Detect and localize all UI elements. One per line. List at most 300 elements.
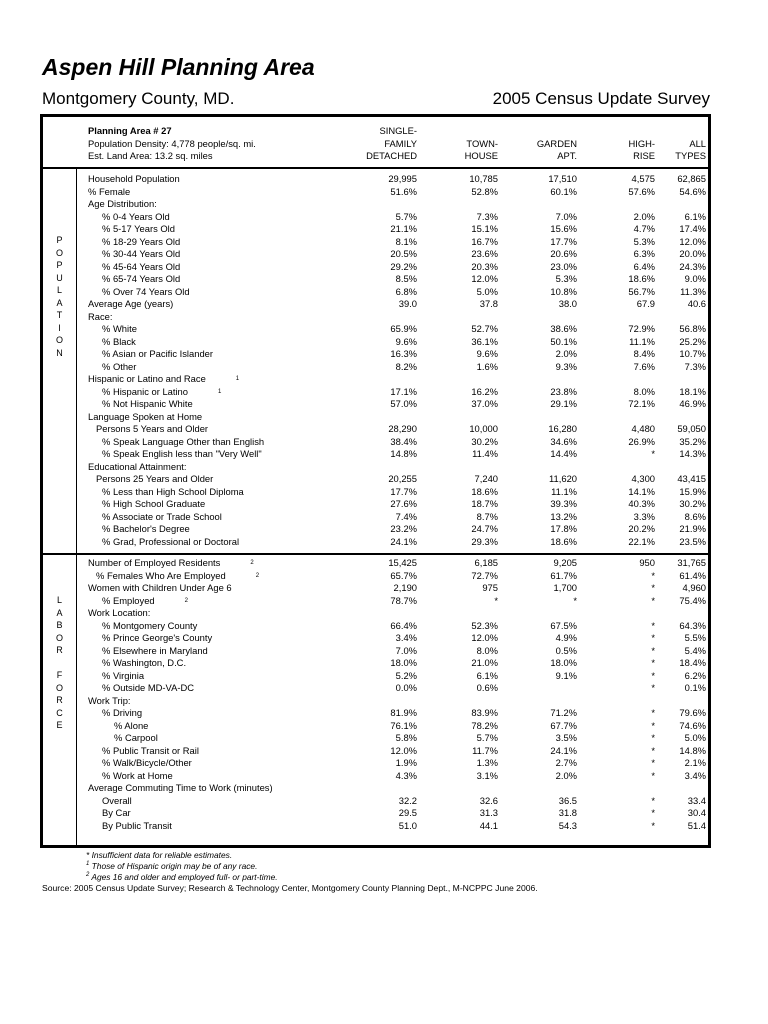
cell-townhouse: 32.6 (479, 794, 498, 806)
source-note: Source: 2005 Census Update Survey; Research & Technology Center, Montgomery County Planning Dept., M-NCPPC June 2006. (42, 883, 538, 893)
cell-all-types: 5.5% (684, 632, 706, 643)
labor-row (88, 582, 708, 595)
cell-townhouse: 21.0% (471, 657, 498, 668)
cell-high-rise: * (651, 744, 655, 756)
cell-single-family-detached: 9.6% (395, 335, 417, 347)
footnote-mark: 2 (86, 872, 90, 878)
labor-row (88, 557, 708, 570)
cell-single-family-detached: 7.4% (395, 510, 417, 522)
cell-townhouse: 24.7% (471, 523, 498, 534)
cell-garden-apt: 7.0% (555, 210, 577, 222)
row-label (102, 645, 208, 658)
labor-label-letter: R (56, 695, 63, 705)
row-label-text: % Grad, Professional or Doctoral (102, 535, 240, 547)
cell-garden-apt: 31.8 (558, 807, 577, 818)
labor-row (88, 620, 708, 633)
cell-townhouse: 11.7% (472, 744, 498, 756)
population-label-letter: P (56, 260, 63, 270)
cell-high-rise: * (651, 719, 655, 731)
cell-all-types: 9.0% (684, 273, 706, 284)
cell-all-types: 21.9% (679, 523, 706, 534)
cell-townhouse: 20.3% (471, 260, 498, 272)
cell-single-family-detached: 27.6% (390, 498, 417, 509)
cell-garden-apt: 2.7% (555, 757, 577, 768)
cell-single-family-detached: 15,425 (388, 557, 417, 568)
cell-high-rise: 20.2% (628, 523, 655, 534)
cell-townhouse: 11.4% (472, 448, 498, 459)
cell-single-family-detached: 8.5% (395, 273, 417, 284)
population-row (88, 373, 708, 386)
cell-high-rise: 7.6% (633, 360, 655, 372)
row-label (102, 273, 180, 286)
cell-garden-apt: 2.0% (555, 769, 577, 781)
population-row (88, 423, 708, 436)
cell-all-types: 25.2% (679, 335, 706, 347)
cell-all-types: 79.6% (679, 707, 706, 718)
labor-row (88, 732, 708, 745)
row-label-text: % Virginia (102, 669, 145, 681)
cell-garden-apt: 17,510 (548, 173, 577, 184)
cell-all-types: 18.1% (679, 385, 706, 397)
row-label-text: % Hispanic or Latino (102, 385, 188, 397)
row-label (88, 411, 202, 424)
cell-all-types: 40.6 (687, 298, 706, 309)
cell-garden-apt: 60.1% (550, 185, 577, 197)
cell-all-types: 5.4% (684, 644, 706, 656)
cell-garden-apt: 20.6% (550, 248, 577, 259)
cell-high-rise: 72.9% (628, 323, 655, 334)
labor-row (88, 770, 708, 783)
land-area: Est. Land Area: 13.2 sq. miles (88, 150, 213, 161)
cell-high-rise: 67.9 (636, 298, 655, 309)
labor-row (88, 795, 708, 808)
cell-townhouse: 72.7% (471, 569, 498, 581)
cell-high-rise: 11.1% (629, 335, 655, 347)
cell-all-types: 23.5% (679, 535, 706, 547)
cell-garden-apt: 39.3% (550, 498, 577, 509)
cell-high-rise: 8.4% (633, 348, 655, 359)
cell-single-family-detached: 5.8% (395, 732, 417, 743)
row-label-text: % Associate or Trade School (102, 510, 222, 522)
row-label-text: % 30-44 Years Old (102, 248, 181, 259)
row-label (102, 657, 186, 670)
section-divider-horizontal (43, 553, 708, 555)
cell-townhouse: * (494, 594, 498, 606)
cell-single-family-detached: 7.0% (395, 644, 417, 656)
cell-single-family-detached: 23.2% (390, 523, 417, 534)
footnote-text: Ages 16 and older and employed full- or part-time. (91, 872, 278, 882)
row-label (102, 757, 192, 770)
cell-townhouse: 9.6% (476, 348, 498, 359)
row-label (102, 498, 205, 511)
row-label-text: % 45-64 Years Old (102, 260, 181, 272)
col-header-sfd-2: FAMILY (384, 137, 417, 149)
population-row (88, 536, 708, 549)
cell-townhouse: 10,000 (469, 423, 498, 434)
row-label-text: Age Distribution: (88, 198, 157, 209)
col-header-garden-1: GARDEN (536, 137, 577, 149)
cell-garden-apt: 13.2% (550, 510, 577, 522)
cell-all-types: 33.4 (687, 794, 706, 806)
cell-high-rise: 40.3% (628, 498, 655, 509)
row-label-text: Number of Employed Residents (88, 557, 221, 568)
cell-high-rise: 6.3% (633, 248, 655, 259)
footnote-hispanic (86, 861, 257, 871)
cell-townhouse: 23.6% (471, 248, 498, 259)
population-label-letter: T (56, 310, 63, 320)
row-label (102, 211, 170, 224)
cell-garden-apt: 18.0% (550, 657, 577, 668)
row-label (88, 582, 232, 595)
row-label (102, 348, 213, 361)
col-header-highrise-2: RISE (633, 150, 655, 161)
cell-high-rise: 22.1% (628, 535, 655, 547)
population-row (88, 323, 708, 336)
population-row (88, 286, 708, 299)
labor-row (88, 682, 708, 695)
cell-all-types: 12.0% (679, 235, 706, 247)
cell-townhouse: 7.3% (476, 210, 498, 222)
row-label (88, 173, 180, 186)
row-label-text: Hispanic or Latino and Race (88, 373, 206, 384)
cell-townhouse: 16.2% (471, 385, 498, 397)
cell-garden-apt: * (573, 594, 577, 606)
population-row (88, 436, 708, 449)
cell-townhouse: 1.6% (476, 360, 498, 372)
labor-row (88, 820, 708, 833)
labor-label-letter: R (56, 645, 63, 655)
cell-all-types: 6.2% (684, 669, 706, 681)
cell-high-rise: * (651, 632, 655, 643)
section-label-population (43, 234, 76, 359)
cell-all-types: 30.4 (687, 807, 706, 818)
population-density: Population Density: 4,778 people/sq. mi. (88, 137, 256, 149)
footnote-mark: 1 (86, 861, 90, 867)
row-label-text: % Not Hispanic White (102, 398, 193, 409)
row-label-text: % Montgomery County (102, 619, 198, 631)
cell-garden-apt: 2.0% (555, 348, 577, 359)
footnote-mark: * (86, 850, 90, 860)
population-row (88, 523, 708, 536)
cell-single-family-detached: 18.0% (390, 657, 417, 668)
cell-townhouse: 975 (482, 582, 498, 593)
cell-all-types: 61.4% (679, 569, 706, 581)
cell-garden-apt: 11,620 (549, 473, 577, 484)
cell-all-types: 43,415 (677, 473, 706, 484)
cell-garden-apt: 17.8% (550, 523, 577, 534)
cell-townhouse: 12.0% (471, 273, 498, 284)
population-row (88, 223, 708, 236)
population-row (88, 261, 708, 274)
labor-label-letter: B (56, 620, 63, 630)
labor-label-letter: A (56, 607, 63, 618)
population-row (88, 398, 708, 411)
cell-all-types: 64.3% (679, 619, 706, 631)
row-label (102, 595, 188, 608)
cell-townhouse: 10,785 (469, 173, 498, 184)
cell-townhouse: 30.2% (471, 435, 498, 447)
cell-townhouse: 18.7% (471, 498, 498, 509)
cell-townhouse: 37.0% (471, 398, 498, 409)
cell-townhouse: 52.8% (471, 185, 498, 197)
footnote-text: Those of Hispanic origin may be of any race. (91, 861, 258, 871)
row-label-text: % Females Who Are Employed (96, 569, 226, 581)
cell-all-types: 75.4% (679, 594, 706, 606)
cell-garden-apt: 71.2% (550, 707, 577, 718)
labor-label-letter: O (55, 682, 63, 693)
cell-high-rise: 2.0% (633, 210, 655, 222)
cell-townhouse: 36.1% (471, 335, 498, 347)
footnote-superscript: 2 (255, 572, 260, 579)
row-label (102, 620, 197, 633)
col-header-sfd-1: SINGLE- (379, 125, 417, 136)
col-header-townhouse-2: HOUSE (464, 150, 498, 161)
cell-single-family-detached: 29.2% (390, 260, 417, 272)
population-row (88, 411, 708, 424)
cell-garden-apt: 5.3% (555, 273, 577, 284)
cell-high-rise: * (651, 682, 655, 693)
population-row (88, 386, 708, 399)
labor-row (88, 720, 708, 733)
population-label-letter: U (56, 272, 63, 283)
cell-garden-apt: 9.1% (555, 669, 577, 681)
labor-row (88, 645, 708, 658)
cell-townhouse: 16.7% (471, 235, 498, 247)
population-row (88, 336, 708, 349)
cell-garden-apt: 9,205 (553, 557, 577, 568)
cell-single-family-detached: 12.0% (390, 744, 417, 756)
row-label-text: % Elsewhere in Maryland (102, 644, 208, 656)
row-label (102, 398, 193, 411)
row-label (88, 695, 131, 708)
cell-garden-apt: 23.8% (550, 385, 577, 397)
row-label-text: % Over 74 Years Old (102, 285, 190, 297)
population-label-letter: O (55, 335, 63, 345)
cell-townhouse: 6,185 (474, 557, 498, 568)
population-row (88, 298, 708, 311)
row-label (88, 557, 254, 570)
row-label-text: % Outside MD-VA-DC (102, 682, 195, 693)
cell-high-rise: * (651, 644, 655, 656)
footnote-insufficient (86, 850, 232, 860)
row-label (102, 486, 244, 499)
cell-single-family-detached: 0.0% (395, 682, 417, 693)
population-row (88, 248, 708, 261)
row-label-text: Work Location: (88, 607, 151, 618)
cell-single-family-detached: 2,190 (393, 582, 417, 593)
cell-high-rise: * (651, 594, 655, 606)
row-label-text: % Employed (102, 594, 155, 606)
cell-townhouse: 83.9% (471, 707, 498, 718)
row-label-text: Educational Attainment: (88, 460, 187, 472)
cell-high-rise: 4,575 (631, 173, 655, 184)
row-label-text: % Public Transit or Rail (102, 744, 199, 756)
row-label-text: % Washington, D.C. (102, 657, 187, 668)
cell-high-rise: 56.7% (628, 285, 655, 297)
population-row (88, 311, 708, 324)
row-label (114, 720, 148, 733)
cell-high-rise: 4,480 (631, 423, 655, 434)
labor-row (88, 595, 708, 608)
row-label-text: % Bachelor's Degree (102, 523, 190, 534)
row-label (102, 261, 180, 274)
cell-single-family-detached: 39.0 (398, 298, 417, 309)
population-row (88, 448, 708, 461)
cell-townhouse: 44.1 (479, 819, 498, 831)
row-label (102, 820, 172, 833)
population-label-letter: P (56, 235, 63, 245)
cell-high-rise: 26.9% (628, 435, 655, 447)
footnote-superscript: 1 (217, 388, 222, 395)
population-row (88, 473, 708, 486)
row-label (102, 632, 212, 645)
row-label (102, 223, 175, 236)
row-label (88, 311, 113, 324)
cell-all-types: 30.2% (679, 498, 706, 509)
cell-high-rise: 950 (639, 557, 655, 568)
cell-single-family-detached: 29,995 (388, 173, 417, 184)
row-label (102, 795, 132, 808)
cell-single-family-detached: 20.5% (390, 248, 417, 259)
labor-row (88, 745, 708, 758)
cell-high-rise: 3.3% (633, 510, 655, 522)
labor-row (88, 670, 708, 683)
cell-high-rise: * (651, 582, 655, 593)
cell-high-rise: 18.6% (628, 273, 655, 284)
row-label-text: % Walk/Bicycle/Other (102, 757, 192, 768)
county-subtitle: Montgomery County, MD. (42, 89, 235, 108)
row-label-text: Average Age (years) (88, 298, 174, 309)
row-label (88, 782, 273, 795)
footnote-superscript: 2 (250, 560, 254, 566)
cell-all-types: 18.4% (679, 657, 706, 668)
cell-all-types: 59,050 (677, 423, 706, 434)
labor-row (88, 807, 708, 820)
cell-high-rise: * (651, 707, 655, 718)
row-label (88, 298, 173, 311)
cell-single-family-detached: 51.6% (390, 185, 417, 197)
cell-single-family-detached: 65.7% (390, 569, 417, 581)
cell-single-family-detached: 3.4% (395, 632, 417, 643)
cell-townhouse: 7,240 (474, 473, 498, 484)
cell-single-family-detached: 8.2% (395, 360, 417, 372)
cell-single-family-detached: 5.7% (395, 210, 417, 222)
cell-high-rise: 4.7% (633, 223, 655, 234)
row-label-text: % 5-17 Years Old (102, 223, 175, 234)
row-label (102, 448, 262, 461)
labor-label-letter: O (55, 632, 63, 643)
row-label (102, 286, 190, 299)
labor-label-letter: F (56, 670, 63, 680)
row-label (102, 323, 137, 336)
row-label-text: Persons 25 Years and Older (96, 473, 214, 484)
cell-garden-apt: 15.6% (550, 223, 577, 234)
population-row (88, 361, 708, 374)
cell-garden-apt: 14.4% (550, 448, 577, 459)
row-label-text: % 18-29 Years Old (102, 235, 181, 247)
cell-single-family-detached: 28,290 (388, 423, 417, 434)
row-label (96, 423, 208, 436)
cell-townhouse: 52.3% (471, 619, 498, 631)
cell-garden-apt: 16,280 (548, 423, 577, 434)
cell-all-types: 11.3% (680, 285, 706, 297)
row-label-text: % Less than High School Diploma (102, 485, 244, 497)
cell-townhouse: 3.1% (476, 769, 498, 781)
row-label-text: % Asian or Pacific Islander (102, 348, 213, 359)
labor-label-letter: E (56, 720, 63, 730)
row-label (102, 336, 136, 349)
cell-single-family-detached: 24.1% (390, 535, 417, 547)
col-header-highrise-1: HIGH- (628, 137, 655, 149)
cell-high-rise: * (651, 448, 655, 459)
row-label (88, 607, 150, 620)
labor-row (88, 782, 708, 795)
labor-row (88, 657, 708, 670)
row-label (88, 373, 239, 386)
cell-high-rise: * (651, 569, 655, 581)
col-header-garden-2: APT. (557, 150, 577, 161)
row-label-text: Persons 5 Years and Older (96, 423, 209, 434)
row-label-text: % 65-74 Years Old (102, 273, 181, 284)
cell-single-family-detached: 17.1% (390, 385, 417, 397)
page-title: Aspen Hill Planning Area (42, 54, 315, 80)
row-label-text: Average Commuting Time to Work (minutes) (88, 782, 273, 793)
cell-high-rise: * (651, 757, 655, 768)
col-header-all-2: TYPES (675, 150, 706, 161)
row-label (102, 770, 173, 783)
row-label (102, 670, 144, 683)
cell-all-types: 56.8% (679, 323, 706, 334)
labor-label-letter: C (56, 707, 63, 718)
cell-high-rise: 6.4% (633, 260, 655, 272)
cell-garden-apt: 17.7% (550, 235, 577, 247)
footnote-superscript: 1 (235, 376, 240, 382)
cell-all-types: 24.3% (679, 260, 706, 272)
footnote-employed (86, 872, 278, 882)
row-label (102, 536, 239, 549)
cell-townhouse: 12.0% (471, 632, 498, 643)
cell-high-rise: * (651, 732, 655, 743)
cell-garden-apt: 1,700 (553, 582, 577, 593)
population-label-letter: I (58, 322, 61, 333)
row-label-text: % Alone (114, 719, 149, 731)
cell-townhouse: 1.3% (476, 757, 498, 768)
cell-single-family-detached: 4.3% (395, 769, 417, 781)
cell-all-types: 7.3% (684, 360, 706, 372)
row-label-text: % Speak English less than "Very Well" (102, 448, 262, 459)
planning-area-number: Planning Area # 27 (88, 125, 172, 136)
cell-townhouse: 31.3 (479, 807, 498, 818)
population-label-letter: O (55, 247, 63, 258)
labor-label-letter: L (56, 595, 62, 605)
cell-garden-apt: 67.7% (550, 719, 577, 731)
cell-garden-apt: 38.6% (550, 323, 577, 334)
cell-all-types: 20.0% (679, 248, 706, 259)
cell-all-types: 15.9% (679, 485, 706, 497)
col-header-townhouse-1: TOWN- (466, 137, 498, 149)
cell-garden-apt: 0.5% (555, 644, 577, 656)
cell-all-types: 31,765 (677, 557, 706, 568)
cell-all-types: 46.9% (679, 398, 706, 409)
population-row (88, 236, 708, 249)
cell-garden-apt: 9.3% (555, 360, 577, 372)
cell-townhouse: 18.6% (471, 485, 498, 497)
labor-row (88, 707, 708, 720)
cell-townhouse: 5.7% (476, 732, 498, 743)
row-label-text: % Prince George's County (102, 632, 213, 643)
row-label (102, 682, 194, 695)
header-divider (43, 167, 708, 169)
